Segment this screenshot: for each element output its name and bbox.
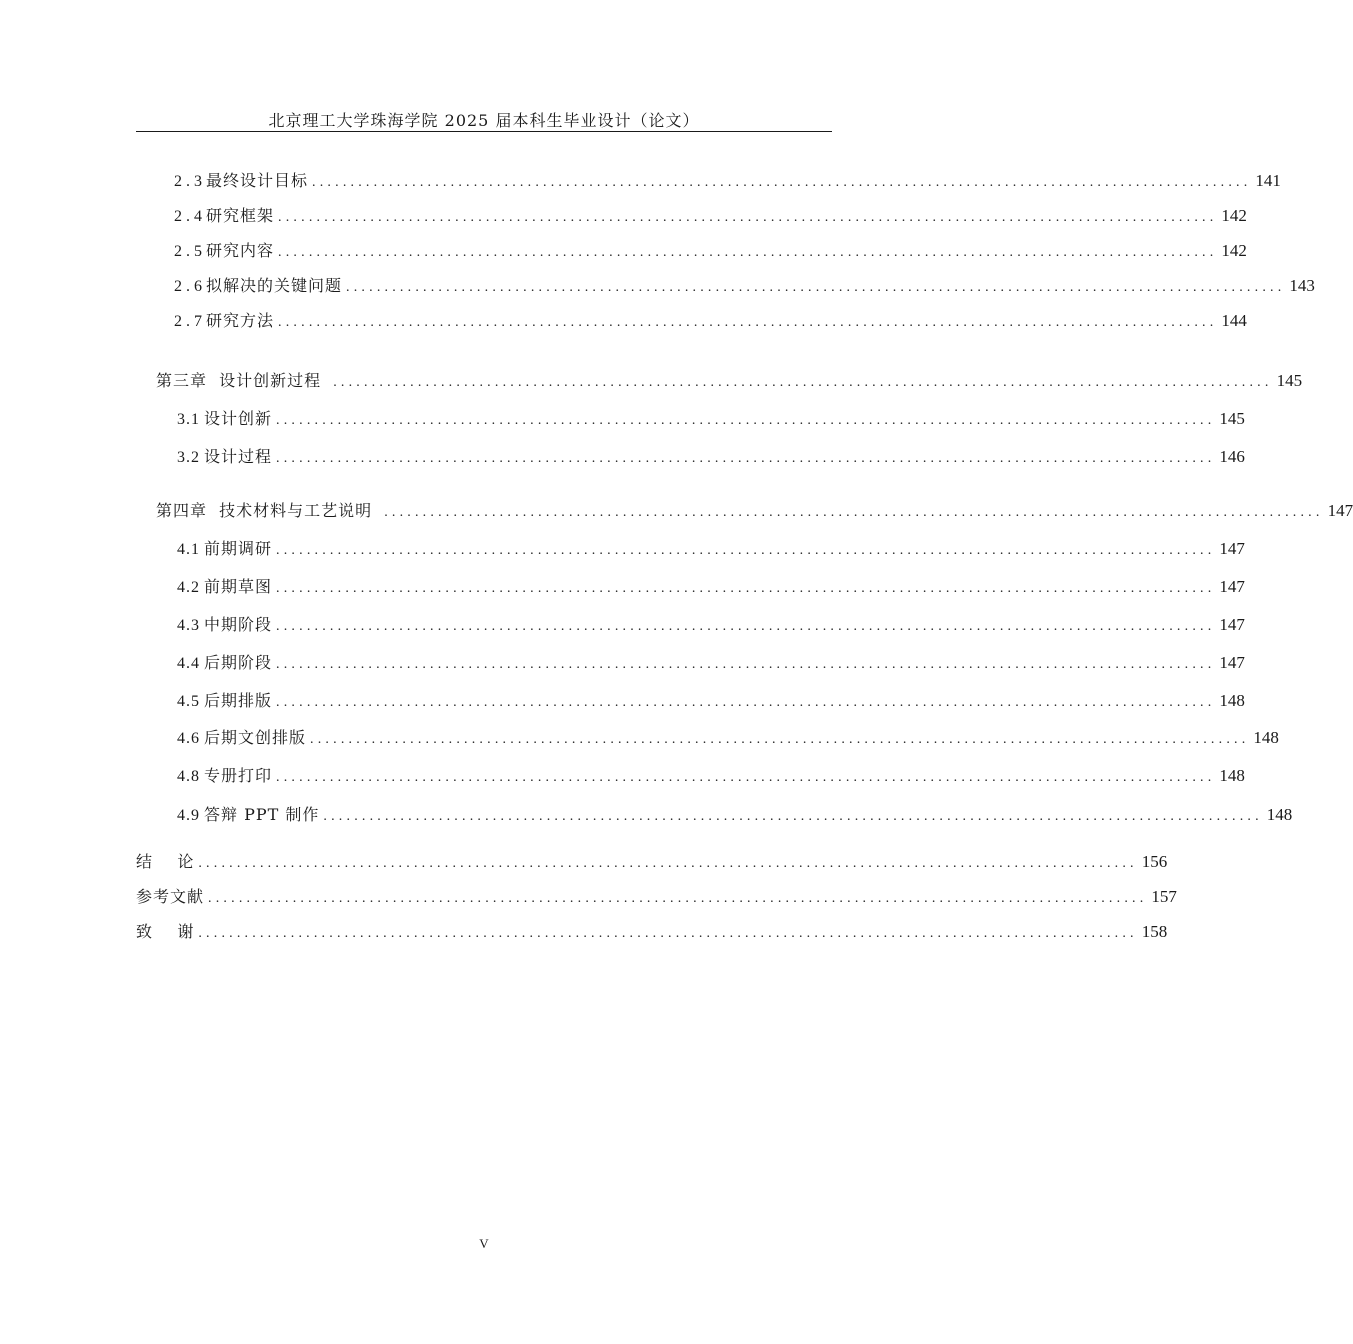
toc-entry-number: 4.5 <box>177 693 200 710</box>
toc-entry-title: 答辩 PPT 制作 <box>204 805 320 824</box>
toc-dot-leader: .......................................................................................................................... <box>312 175 1252 190</box>
toc-entry-2-7[interactable] <box>174 311 1247 333</box>
toc-entry-number: 2.6 <box>174 278 206 295</box>
toc-entry-page: 148 <box>1266 805 1293 824</box>
toc-entry-page: 148 <box>1219 766 1245 785</box>
toc-dot-leader: .......................................................................................................................... <box>276 770 1216 785</box>
toc-entry-number: 4.8 <box>177 768 200 785</box>
toc-entry-page: 142 <box>1221 206 1247 225</box>
toc-entry-title: 研究方法 <box>206 311 275 330</box>
toc-entry-page: 156 <box>1141 852 1168 871</box>
toc-entry-title: 后期排版 <box>204 691 273 710</box>
toc-dot-leader: .......................................................................................................................... <box>278 315 1218 330</box>
toc-entry-page: 143 <box>1289 276 1315 295</box>
toc-entry-page: 144 <box>1221 311 1247 330</box>
toc-entry-title: 前期调研 <box>204 539 273 558</box>
toc-entry-page: 141 <box>1255 171 1281 190</box>
toc-dot-leader: .......................................................................................................................... <box>384 505 1324 520</box>
page-number: V <box>479 1236 489 1251</box>
toc-entry-4-4[interactable] <box>177 653 1245 675</box>
toc-entry-page: 145 <box>1276 371 1303 390</box>
toc-entry-title: 前期草图 <box>204 577 273 596</box>
toc-entry-page: 142 <box>1221 241 1247 260</box>
toc-entry-page: 148 <box>1219 691 1245 710</box>
toc-entry-title: 中期阶段 <box>204 615 273 634</box>
toc-entry-title: 研究框架 <box>206 206 275 225</box>
toc-chapter-title: 第三章 设计创新过程 <box>156 371 322 390</box>
toc-entry-page: 157 <box>1151 887 1177 906</box>
toc-entry-2-5[interactable] <box>174 241 1247 263</box>
toc-dot-leader: .......................................................................................................................... <box>276 543 1216 558</box>
toc-entry-number: 4.4 <box>177 655 200 672</box>
toc-entry-4-9[interactable] <box>177 805 1293 827</box>
toc-entry-4-1[interactable] <box>177 539 1245 561</box>
toc-entry-3-2[interactable] <box>177 447 1245 469</box>
toc-entry-number: 4.9 <box>177 807 200 824</box>
toc-entry-page: 146 <box>1219 447 1245 466</box>
toc-entry-title: 最终设计目标 <box>206 171 309 190</box>
toc-entry-title: 后期文创排版 <box>204 728 307 747</box>
toc-acknowledgements[interactable] <box>136 922 1168 944</box>
toc-dot-leader: .......................................................................................................................... <box>323 809 1263 824</box>
toc-entry-number: 2.7 <box>174 313 206 330</box>
toc-dot-leader: .......................................................................................................................... <box>278 210 1218 225</box>
toc-entry-4-3[interactable] <box>177 615 1245 637</box>
toc-entry-number: 4.1 <box>177 541 200 558</box>
toc-entry-title: 致 谢 <box>136 922 195 941</box>
toc-chapter-3[interactable] <box>156 371 1303 393</box>
toc-dot-leader: .......................................................................................................................... <box>276 657 1216 672</box>
toc-entry-title: 研究内容 <box>206 241 275 260</box>
toc-dot-leader: .......................................................................................................................... <box>276 619 1216 634</box>
toc-dot-leader: .......................................................................................................................... <box>198 856 1138 871</box>
toc-entry-2-4[interactable] <box>174 206 1247 228</box>
toc-entry-number: 3.1 <box>177 411 200 428</box>
toc-entry-4-5[interactable] <box>177 691 1245 713</box>
toc-dot-leader: .......................................................................................................................... <box>346 280 1286 295</box>
toc-entry-page: 148 <box>1253 728 1279 747</box>
toc-dot-leader: .......................................................................................................................... <box>198 926 1138 941</box>
toc-entry-number: 2.3 <box>174 173 206 190</box>
toc-entry-title: 拟解决的关键问题 <box>206 276 343 295</box>
toc-entry-number: 2.4 <box>174 208 206 225</box>
toc-chapter-4[interactable] <box>156 501 1353 523</box>
toc-entry-2-6[interactable] <box>174 276 1315 298</box>
toc-dot-leader: .......................................................................................................................... <box>276 581 1216 596</box>
toc-chapter-title: 第四章 技术材料与工艺说明 <box>156 501 373 520</box>
toc-entry-3-1[interactable] <box>177 409 1245 431</box>
toc-entry-number: 3.2 <box>177 449 200 466</box>
toc-entry-title: 后期阶段 <box>204 653 273 672</box>
toc-entry-page: 147 <box>1219 577 1245 596</box>
toc-dot-leader: .......................................................................................................................... <box>278 245 1218 260</box>
toc-entry-title: 设计过程 <box>204 447 273 466</box>
toc-entry-page: 147 <box>1327 501 1353 520</box>
toc-entry-2-3[interactable] <box>174 171 1281 193</box>
toc-entry-page: 147 <box>1219 615 1245 634</box>
toc-entry-4-6[interactable] <box>177 728 1279 750</box>
toc-entry-4-2[interactable] <box>177 577 1245 599</box>
toc-entry-page: 147 <box>1219 539 1245 558</box>
page-header-title: 北京理工大学珠海学院 2025 届本科生毕业设计（论文） <box>268 111 700 130</box>
toc-dot-leader: .......................................................................................................................... <box>276 695 1216 710</box>
toc-entry-4-8[interactable] <box>177 766 1245 788</box>
toc-dot-leader: .......................................................................................................................... <box>333 375 1273 390</box>
toc-entry-page: 158 <box>1141 922 1168 941</box>
toc-conclusion[interactable] <box>136 852 1168 874</box>
toc-dot-leader: .......................................................................................................................... <box>276 413 1216 428</box>
toc-dot-leader: .......................................................................................................................... <box>276 451 1216 466</box>
toc-entry-title: 设计创新 <box>204 409 273 428</box>
toc-entry-title: 专册打印 <box>204 766 273 785</box>
toc-entry-number: 2.5 <box>174 243 206 260</box>
toc-entry-number: 4.2 <box>177 579 200 596</box>
toc-entry-page: 145 <box>1219 409 1245 428</box>
toc-dot-leader: .......................................................................................................................... <box>208 891 1148 906</box>
toc-entry-title: 参考文献 <box>136 887 205 906</box>
toc-entry-page: 147 <box>1219 653 1245 672</box>
toc-entry-title: 结 论 <box>136 852 195 871</box>
toc-dot-leader: .......................................................................................................................... <box>310 732 1250 747</box>
toc-references[interactable] <box>136 887 1177 909</box>
toc-entry-number: 4.3 <box>177 617 200 634</box>
toc-entry-number: 4.6 <box>177 730 200 747</box>
